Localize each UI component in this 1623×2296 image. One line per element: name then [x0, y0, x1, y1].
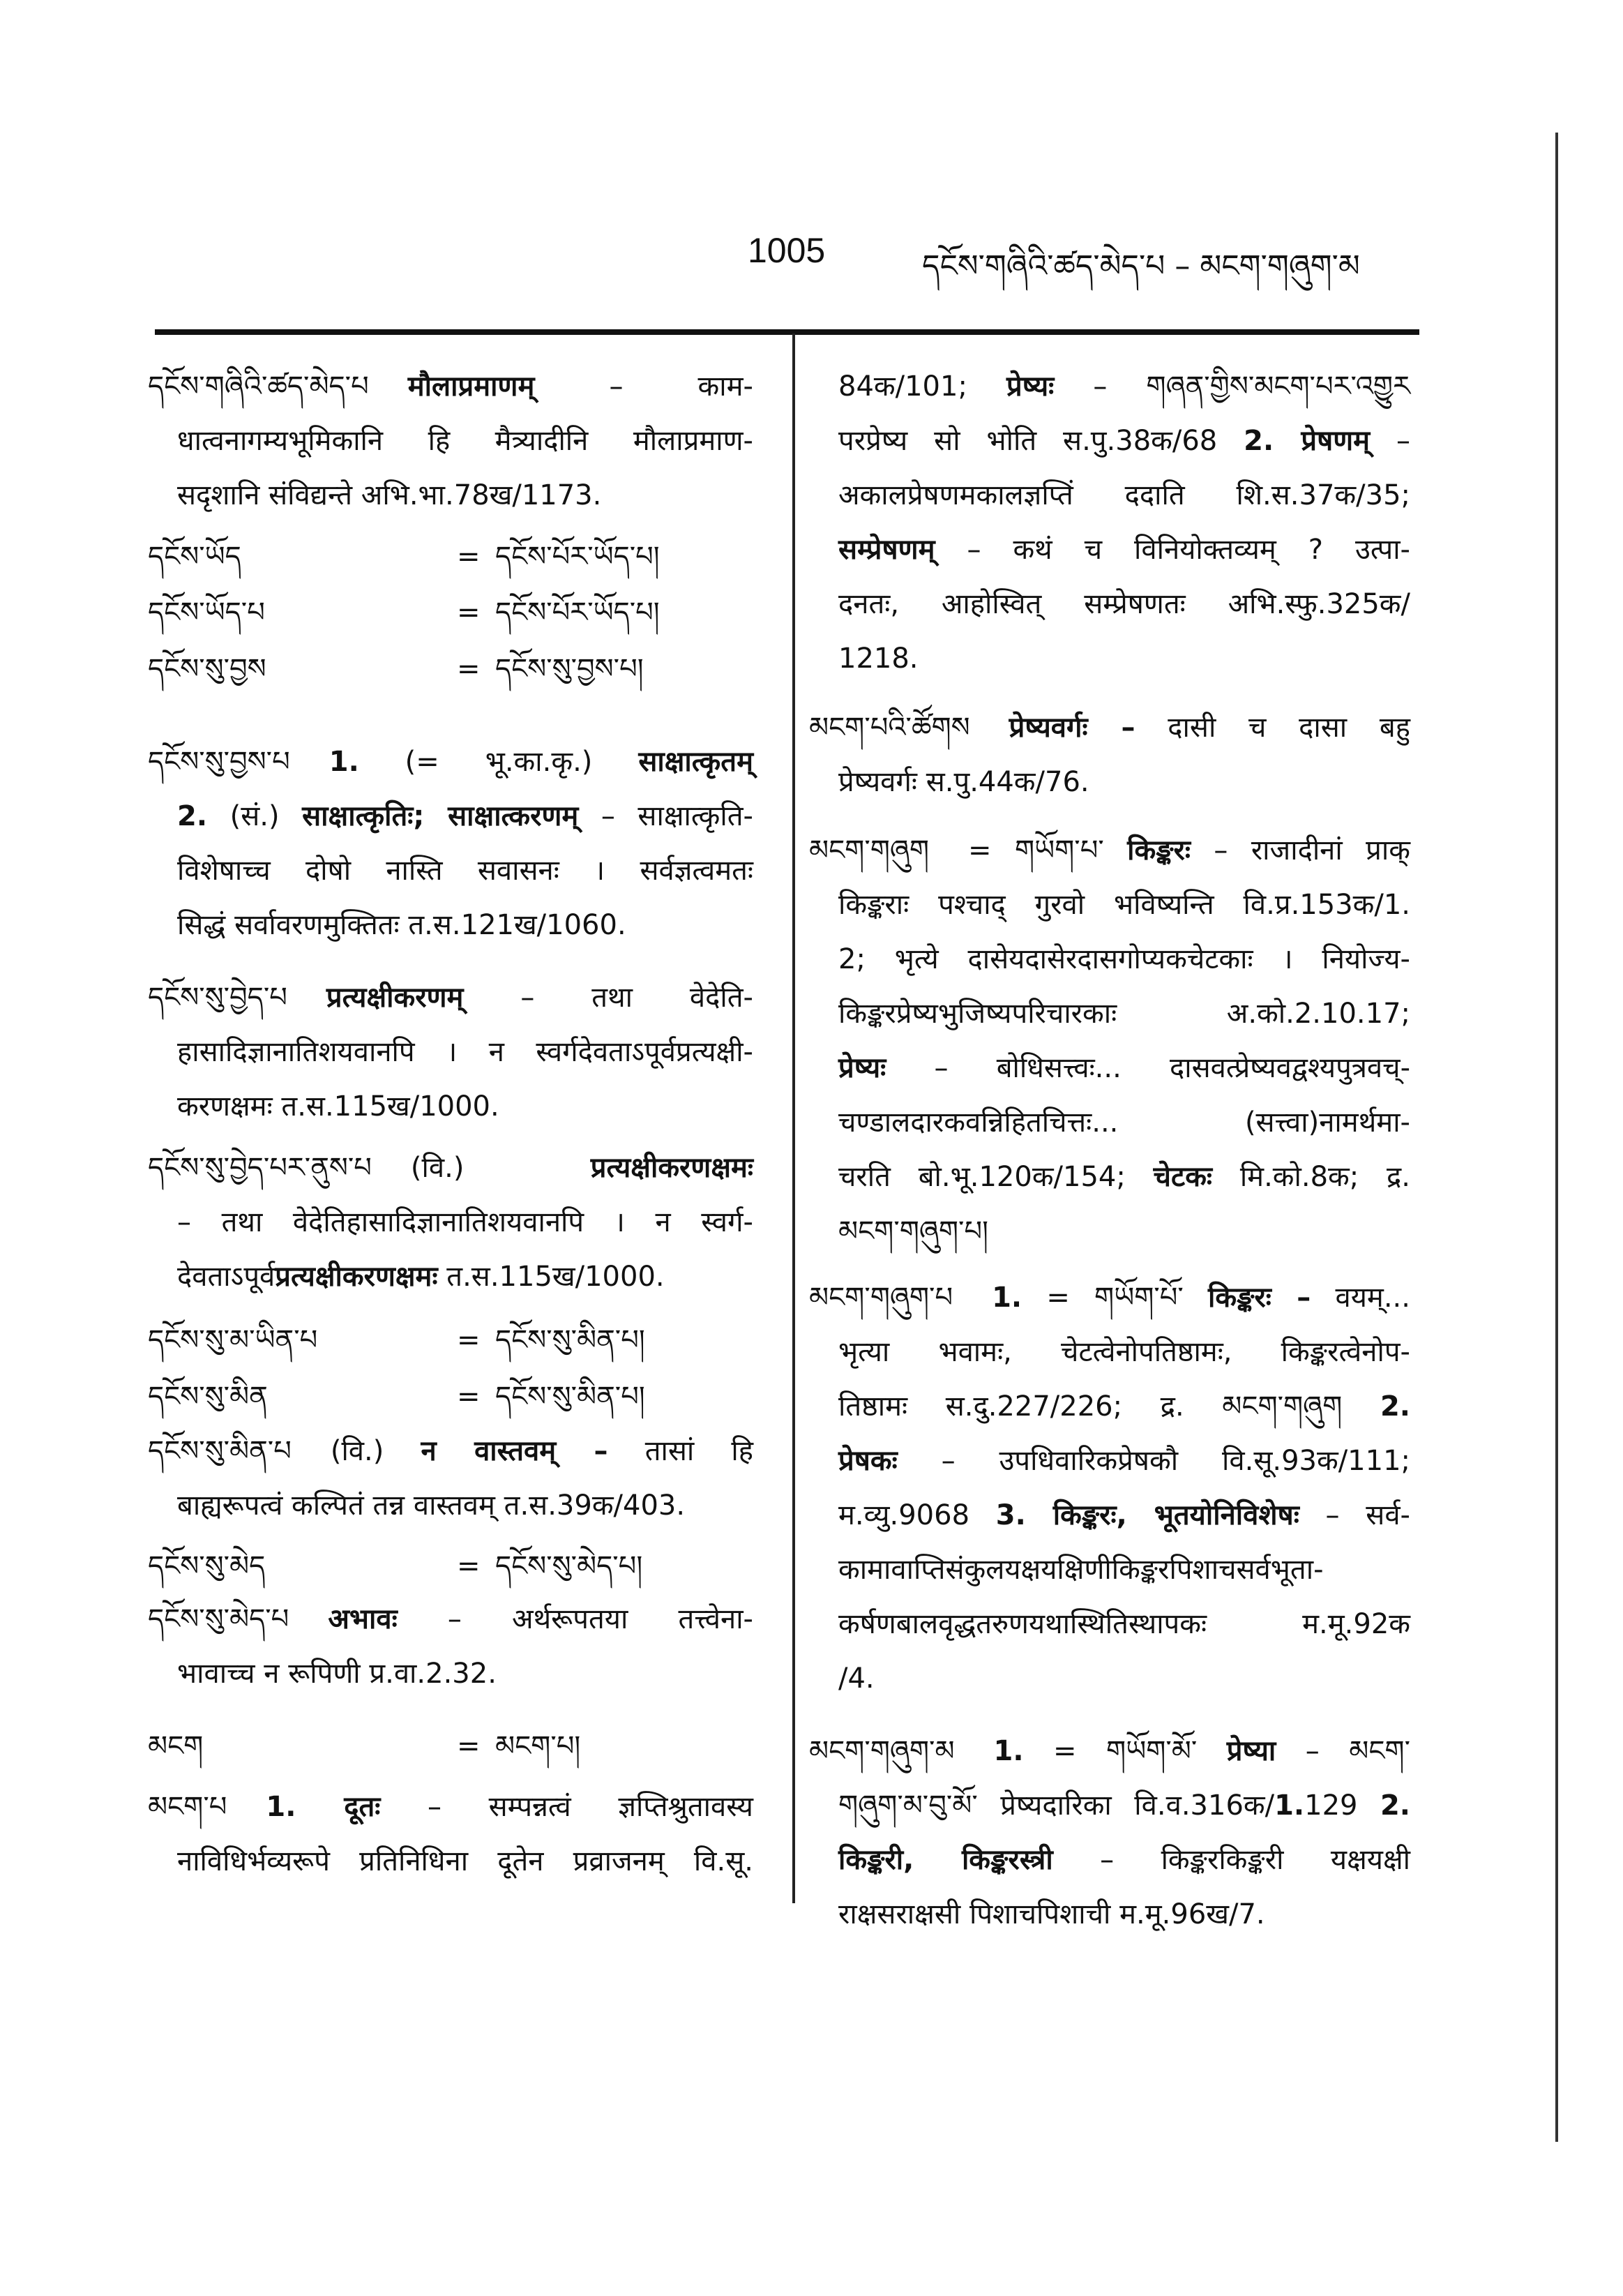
dictionary-entry [148, 1141, 753, 1304]
dictionary-entry [148, 585, 753, 640]
equals-sign: = [457, 653, 481, 685]
definition-line: 2. (सं.) साक्षात्कृतिः; साक्षात्करणम् – साक्षात्कृति- [177, 800, 753, 832]
dictionary-entry [148, 359, 753, 523]
entry-first-line [148, 359, 753, 414]
cross-reference: དངོས་སུ་མིན་པ། [495, 1381, 645, 1413]
cross-reference: དངོས་སུ་མིན་པ། [495, 1324, 645, 1356]
headword: དངོས་སུ་མ་ཡིན་པ [148, 1324, 318, 1356]
definition-line: चण्डालदारकवन्निहितचित्तः... (सत्त्वा)नामर्थमा- [838, 1106, 1410, 1139]
definition-line: सिद्धं सर्वावरणमुक्तितः त.स.121ख/1060. [177, 909, 626, 941]
dictionary-entry [148, 530, 753, 584]
headword: དངོས་སུ་མེད་པ [148, 1603, 289, 1635]
equals-sign: = [457, 1381, 481, 1413]
cross-reference: མངག་པ། [495, 1730, 581, 1762]
definition-line: तिष्ठामः स.दु.227/226; द्र. མངག་གཞུག 2. [838, 1390, 1410, 1423]
cross-reference: དངོས་སུ་བྱས་པ། [495, 653, 644, 685]
definition-line: हासादिज्ञानातिशयवानपि । न स्वर्गदेवताऽपूर्वप्रत्यक्षी- [177, 1036, 753, 1068]
definition-line: कामावाप्तिसंकुलयक्षयक्षिणीकिङ्करपिशाचसर्वभूता- [838, 1554, 1324, 1586]
definition-line: མངག་གཞུག་པ། [838, 1215, 988, 1247]
definition-text: अभावः – अर्थरूपतया तत्त्वेना- [328, 1603, 753, 1635]
page-number: 1005 [748, 231, 826, 270]
headword: དངོས་ཡོད [148, 541, 241, 573]
cross-reference: དངོས་པོར་ཡོད་པ། [495, 596, 660, 629]
dictionary-entry [148, 1719, 753, 1773]
entry-first-line [148, 1592, 753, 1646]
entry-first-line [809, 823, 1410, 878]
headword: མངག་གཞུག [809, 834, 930, 866]
dictionary-entry [148, 1592, 753, 1701]
definition-line: 84क/101; प्रेष्यः – གཞན་གྱིས་མངག་པར་འགྱུར [838, 370, 1410, 403]
definition-line: प्रेष्यवर्गः स.पु.44क/76. [838, 766, 1089, 798]
equals-sign: = [457, 1324, 481, 1356]
dictionary-entry [148, 642, 753, 696]
definition-line: प्रेषकः – उपधिवारिकप्रेषकौ वि.सू.93क/111; [838, 1445, 1410, 1477]
definition-text: = གཡོག་པ་ किङ्करः – राजादीनां प्राक् [968, 834, 1410, 866]
headword: དངོས་སུ་བྱེད་པར་ནུས་པ [148, 1152, 372, 1184]
definition-line: धात्वनागम्यभूमिकानि हि मैत्र्यादीनि मौलाप्रमाण- [177, 425, 753, 457]
headword: མངག [148, 1730, 204, 1762]
headword: དངོས་སུ་མིན [148, 1381, 268, 1413]
headword: དངོས་གཞིའི་ཚད་མེད་པ [148, 370, 369, 403]
definition-line: གཞུག་མ་བུ་མོ་ प्रेष्यदारिका वि.व.316क/1.129 2. [838, 1789, 1410, 1822]
definition-line: किङ्कराः पश्चाद् गुरवो भविष्यन्ति वि.प्र.153क/1. [838, 889, 1410, 921]
definition-text: 1. = གཡོག་མོ་ प्रेष्या – མངག་ [993, 1735, 1410, 1767]
headword: དངོས་སུ་མེད [148, 1550, 266, 1582]
headword: དངོས་སུ་བྱས་པ [148, 746, 290, 778]
entry-first-line [809, 700, 1410, 755]
definition-line: कर्षणबालवृद्धतरुणयथास्थितिस्थापकः म.मू.92क [838, 1608, 1410, 1640]
definition-line: राक्षसराक्षसी पिशाचपिशाची म.मू.96ख/7. [838, 1898, 1265, 1930]
equals-sign: = [457, 1550, 481, 1582]
definition-line: अकालप्रेषणमकालज्ञप्तिं ददाति शि.स.37क/35; [838, 479, 1410, 511]
definition-text: (वि.) प्रत्यक्षीकरणक्षमः [410, 1152, 753, 1184]
definition-line: देवताऽपूर्वप्रत्यक्षीकरणक्षमः त.स.115ख/1000. [177, 1261, 665, 1293]
cross-reference: དངོས་པོར་ཡོད་པ། [495, 541, 660, 573]
equals-sign: = [457, 1730, 481, 1762]
entry-first-line [148, 1780, 753, 1834]
definition-line: करणक्षमः त.स.115ख/1000. [177, 1090, 499, 1123]
definition-line: किङ्करी, किङ्करस्त्री – किङ्करकिङ्करी यक्षयक्षी [838, 1844, 1410, 1876]
definition-line: परप्रेष्य सो भोति स.पु.38क/68 2. प्रेषणम् – [838, 425, 1410, 457]
dictionary-entry [809, 823, 1410, 1259]
equals-sign: = [457, 596, 481, 629]
headword: དངོས་ཡོད་པ [148, 596, 265, 629]
definition-line: दनतः, आहोस्वित् सम्प्रेषणतः अभि.स्फु.325क/ [838, 588, 1410, 620]
definition-line: – तथा वेदेतिहासादिज्ञानातिशयवानपि । न स्वर्ग- [177, 1206, 753, 1238]
definition-line: चरति बो.भू.120क/154; चेटकः मि.को.8क; द्र. [838, 1161, 1410, 1193]
definition-line: 1218. [838, 643, 919, 675]
dictionary-entry [148, 1313, 753, 1367]
headword: དངོས་སུ་བྱེད་པ [148, 982, 287, 1014]
dictionary-entry [148, 1539, 753, 1593]
dictionary-entry [809, 359, 1410, 686]
dictionary-entry [148, 1370, 753, 1424]
entry-first-line [148, 970, 753, 1025]
definition-line: प्रेष्यः – बोधिसत्त्वः... दासवत्प्रेष्यवद्वश्यपुत्रवच्- [838, 1052, 1410, 1084]
entry-first-line [148, 1424, 753, 1478]
page-edge-line [1555, 133, 1558, 2142]
definition-text: (वि.) न वास्तवम् – तासां हि [330, 1435, 753, 1467]
header-rule [155, 329, 1419, 335]
headword: མངག་པའི་ཚོགས [809, 712, 970, 744]
definition-text: प्रेष्यवर्गः – दासी च दासा बहु [1009, 712, 1410, 744]
definition-line: भावाच्च न रूपिणी प्र.वा.2.32. [177, 1658, 497, 1690]
definition-text: प्रत्यक्षीकरणम् – तथा वेदेति- [326, 982, 753, 1014]
definition-line: 2; भृत्ये दासेयदासेरदासगोप्यकचेटकाः । नियोज्य- [838, 943, 1410, 975]
definition-text: 1. दूतः – सम्पन्नत्वं ज्ञप्तिश्रुतावस्य [266, 1791, 753, 1823]
equals-sign: = [457, 541, 481, 573]
definition-line: नाविधिर्भव्यरूपे प्रतिनिधिना दूतेन प्रव्राजनम् वि.सू. [177, 1845, 753, 1877]
definition-line: बाह्यरूपत्वं कल्पितं तन्न वास्तवम् त.स.39क/403. [177, 1490, 686, 1522]
dictionary-entry [809, 700, 1410, 809]
headword: དངོས་སུ་བྱས [148, 653, 266, 685]
definition-line: /4. [838, 1663, 875, 1695]
definition-text: 1. = གཡོག་པོ་ किङ्करः – वयम्... [992, 1282, 1410, 1314]
definition-line: म.व्यु.9068 3. किङ्करः, भूतयोनिविशेषः – सर्व- [838, 1499, 1410, 1531]
definition-line: सम्प्रेषणम् – कथं च विनियोक्तव्यम् ? उत्पा- [838, 534, 1410, 566]
definition-line: किङ्करप्रेष्यभुजिष्यपरिचारकाः अ.को.2.10.17; [838, 998, 1410, 1030]
dictionary-entry [148, 970, 753, 1134]
dictionary-entry [809, 1724, 1410, 1942]
definition-text: मौलाप्रमाणम् – काम- [407, 370, 753, 403]
definition-text: 1. (= भू.का.कृ.) साक्षात्कृतम् [329, 746, 753, 778]
dictionary-entry [809, 1270, 1410, 1706]
definition-line: भृत्या भवामः, चेटत्वेनोपतिष्ठामः, किङ्करत्वेनोप- [838, 1336, 1410, 1368]
entry-first-line [809, 1724, 1410, 1778]
headword: མངག་པ [148, 1791, 227, 1823]
headword: མངག་གཞུག་པ [809, 1282, 953, 1314]
entry-first-line [148, 735, 753, 789]
dictionary-entry [148, 1780, 753, 1889]
definition-line: विशेषाच्च दोषो नास्ति सवासनः । सर्वज्ञत्वमतः [177, 855, 753, 887]
column-divider [792, 333, 795, 1903]
entry-first-line [148, 1141, 753, 1195]
cross-reference: དངོས་སུ་མེད་པ། [495, 1550, 643, 1582]
running-head: དངོས་གཞིའི་ཚད་མེད་པ – མངག་གཞུག་མ [922, 248, 1360, 284]
entry-first-line [809, 1270, 1410, 1325]
dictionary-entry [148, 735, 753, 952]
definition-line: सदृशानि संविद्यन्ते अभि.भा.78ख/1173. [177, 479, 602, 511]
headword: མངག་གཞུག་མ [809, 1735, 955, 1767]
dictionary-entry [148, 1424, 753, 1533]
headword: དངོས་སུ་མིན་པ [148, 1435, 292, 1467]
